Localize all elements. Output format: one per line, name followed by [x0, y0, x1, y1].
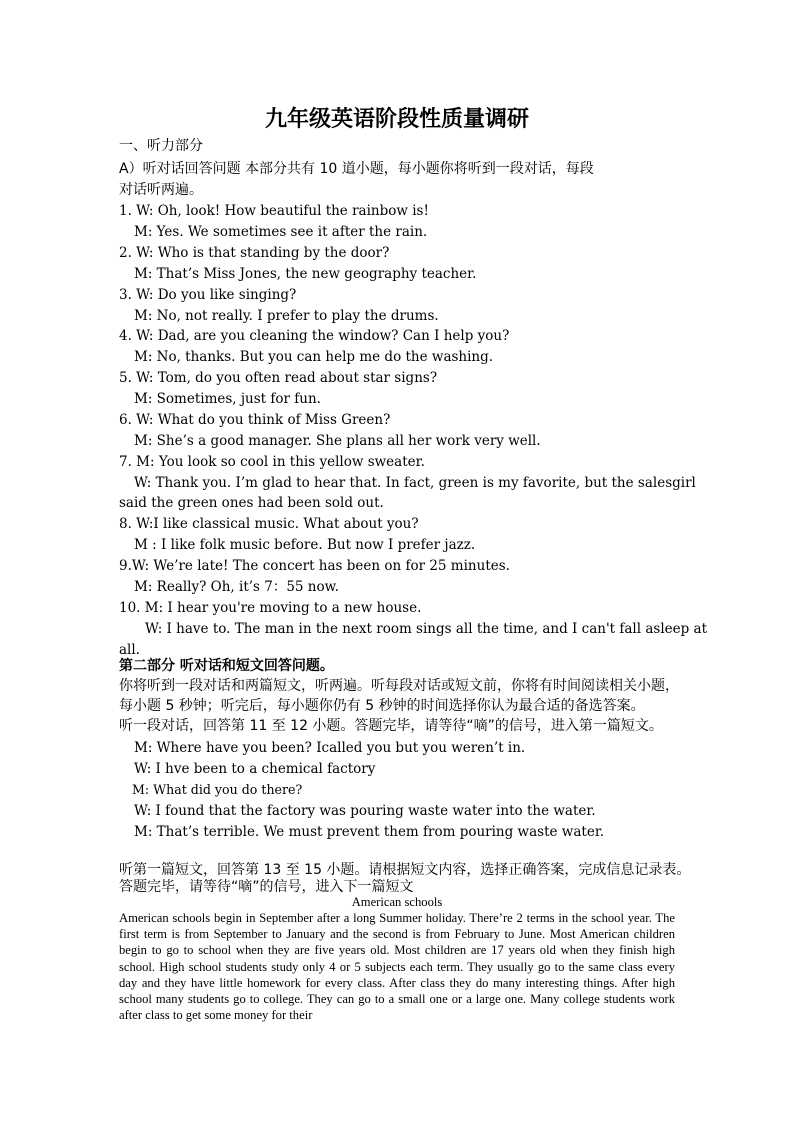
dialogue-line: 6. W: What do you think of Miss Green? [119, 412, 391, 428]
passage-title: American schools [351, 895, 443, 909]
dialogue-line: 5. W: Tom, do you often read about star signs? [119, 370, 438, 386]
dialogue-line: W: I hve been to a chemical factory [134, 761, 376, 777]
dialogue-line: 8. W:I like classical music. What about you? [119, 516, 419, 532]
dialogue-line: M: Sometimes, just for fun. [134, 391, 321, 407]
dialogue-line: W: I have to. The man in the next room sings all the time, and I can't fall asleep at [145, 621, 708, 637]
dialogue-line: 10. M: I hear you're moving to a new house. [119, 600, 422, 616]
dialogue-line: 4. W: Dad, are you cleaning the window? Can I help you? [119, 328, 510, 344]
dialogue-line: 1. W: Oh, look! How beautiful the rainbow is! [119, 203, 429, 219]
section2-instruction-line3: 听一段对话，回答第 11 至 12 小题。答题完毕，请等待“嘀”的信号，进入第一篇短文。 [119, 718, 663, 734]
dialogue-line: M: No, thanks. But you can help me do the washing. [134, 349, 494, 365]
passage-instruction-line2: 答题完毕，请等待“嘀”的信号，进入下一篇短文 [119, 879, 414, 895]
section2-instruction-line2: 每小题 5 秒钟；听完后，每小题你仍有 5 秒钟的时间选择你认为最合适的备选答案。 [119, 698, 645, 714]
dialogue-line: M: That’s Miss Jones, the new geography teacher. [134, 266, 477, 282]
dialogue-line: M: What did you do there? [132, 782, 303, 797]
dialogue-line: M: Yes. We sometimes see it after the rain. [134, 224, 428, 240]
dialogue-line: W: I found that the factory was pouring waste water into the water. [134, 803, 596, 819]
section1-heading: 一、听力部分 [119, 138, 203, 154]
section2-heading: 第二部分 听对话和短文回答问题。 [119, 658, 334, 674]
dialogue-line: M: Really? Oh, it’s 7：55 now. [134, 579, 339, 595]
document-title: 九年级英语阶段性质量调研 [264, 106, 529, 132]
section1-instruction-line2: 对话听两遍。 [119, 182, 203, 198]
dialogue-line: M: She’s a good manager. She plans all her work very well. [134, 433, 541, 449]
dialogue-line: 9.W: We’re late! The concert has been on for 25 minutes. [119, 558, 510, 574]
dialogue-line: W: Thank you. I’m glad to hear that. In fact, green is my favorite, but the salesgirl [134, 475, 696, 491]
dialogue-line: 3. W: Do you like singing? [119, 287, 297, 303]
dialogue-line: M: That’s terrible. We must prevent them from pouring waste water. [134, 824, 605, 840]
passage-text: American schools begin in September after a long Summer holiday. There’re 2 terms in the school year. The first term is from September to January and the second is from February to June. Most American children begin to go to school when they are five years old. Most children are 17 years old when they finish high school. High school students study only 4 or 5 subjects each term. They usually go to the same class every day and they have little homework for every class. After class they do many interesting things. After high school many students go to college. They can go to a small one or a large one. Many college students work after class to get some money for their [119, 911, 675, 1023]
section1-instruction-line1: A）听对话回答问题 本部分共有 10 道小题，每小题你将听到一段对话，每段 [119, 161, 594, 177]
dialogue-line: said the green ones had been sold out. [119, 495, 384, 511]
dialogue-line: M: No, not really. I prefer to play the drums. [134, 308, 439, 324]
dialogue-line: M: Where have you been? Icalled you but you weren’t in. [134, 740, 526, 756]
dialogue-line: M : I like folk music before. But now I prefer jazz. [134, 537, 476, 553]
section2-instruction-line1: 你将听到一段对话和两篇短文，听两遍。听每段对话或短文前，你将有时间阅读相关小题， [119, 678, 679, 694]
dialogue-line: all. [119, 642, 140, 658]
dialogue-line: 2. W: Who is that standing by the door? [119, 245, 390, 261]
dialogue-line: 7. M: You look so cool in this yellow sweater. [119, 454, 425, 470]
passage-instruction-line1: 听第一篇短文，回答第 13 至 15 小题。请根据短文内容，选择正确答案，完成信息记录表。 [119, 862, 691, 878]
